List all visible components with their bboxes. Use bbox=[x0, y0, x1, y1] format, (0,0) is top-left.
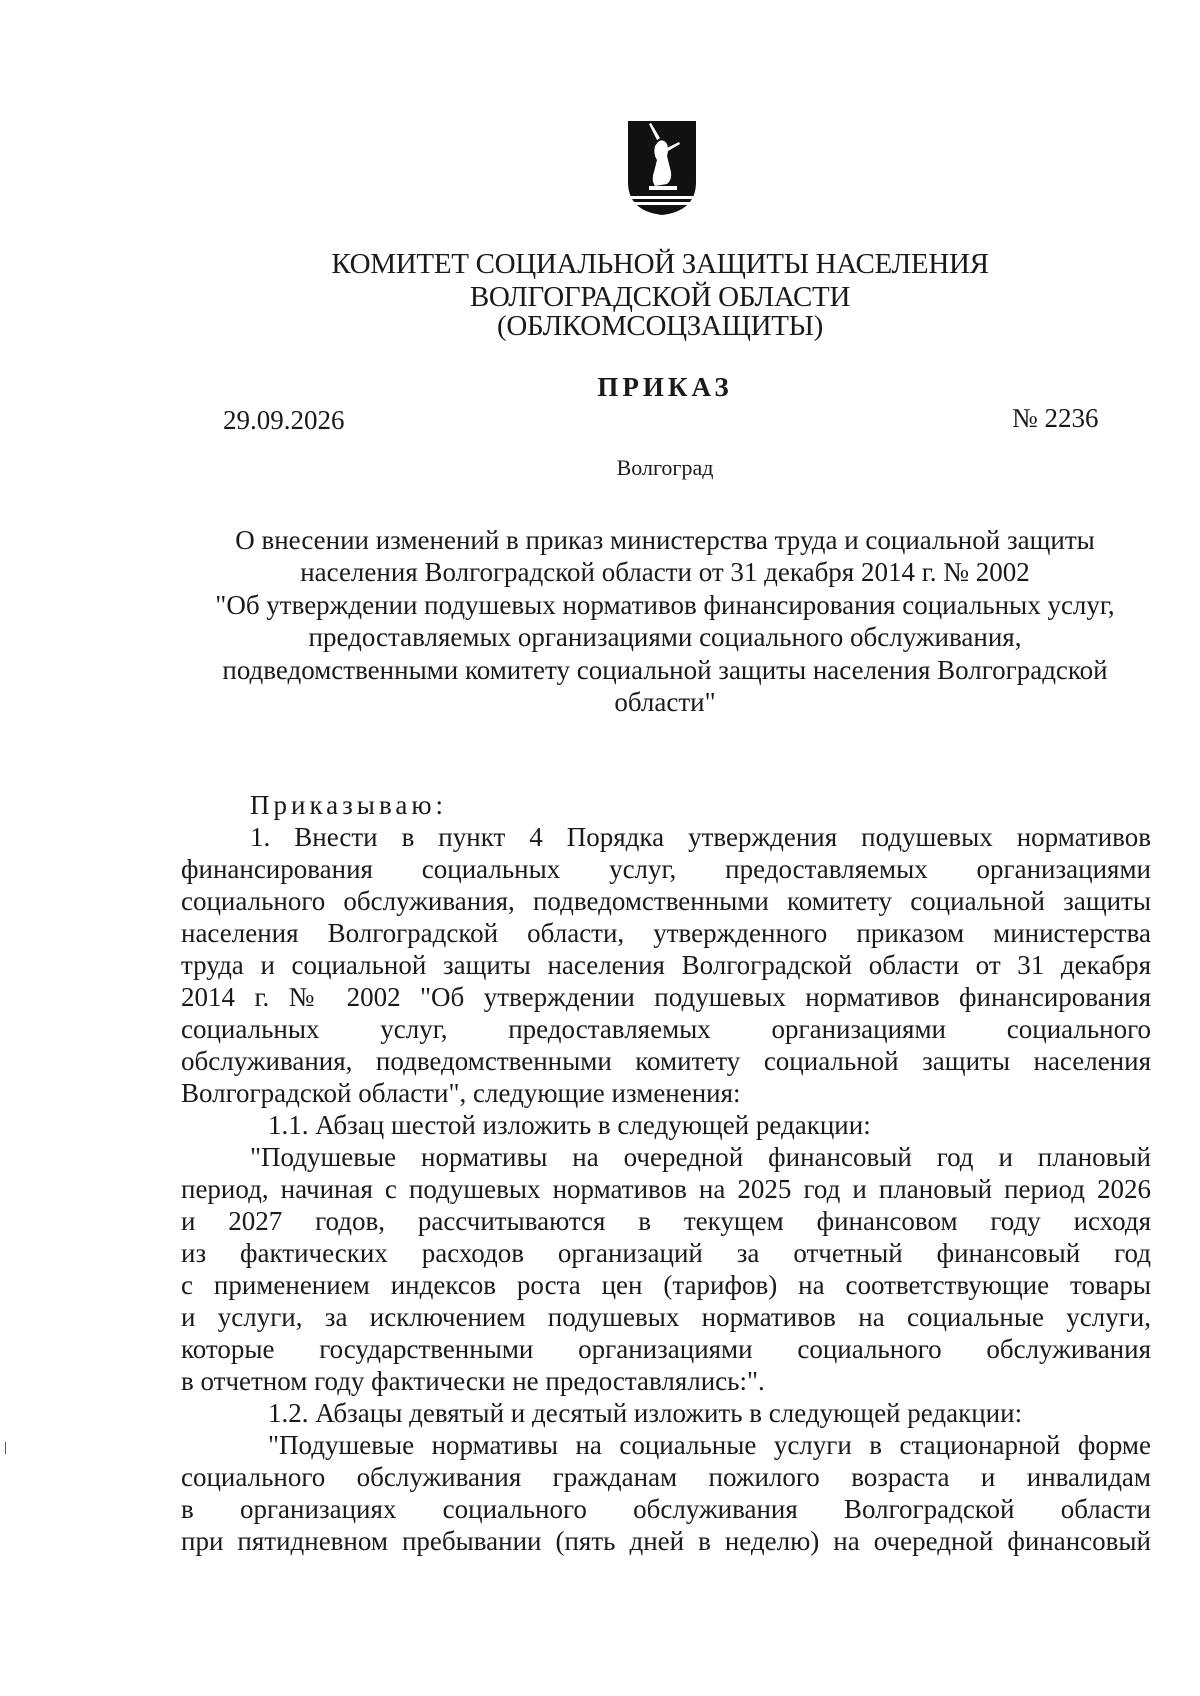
subparagraph-1-1-heading: 1.1. Абзац шестой изложить в следующей редакции: bbox=[268, 1110, 871, 1140]
document-title-line: предоставляемых организациями социального обслуживания, bbox=[308, 622, 1022, 652]
subparagraph-1-1-line: которые государственными организациями социального обслуживания bbox=[181, 1334, 1151, 1364]
subparagraph-1-1-line: в отчетном году фактически не предоставлялись:". bbox=[181, 1366, 765, 1396]
subparagraph-1-2-line: социального обслуживания гражданам пожилого возраста и инвалидам bbox=[181, 1462, 1151, 1492]
document-title-line: населения Волгоградской области от 31 декабря 2014 г. № 2002 bbox=[300, 557, 1030, 587]
subparagraph-1-2-line: при пятидневном пребывании (пять дней в неделю) на очередной финансовый bbox=[181, 1526, 1151, 1556]
subparagraph-1-1-line: и услуги, за исключением подушевых нормативов на социальные услуги, bbox=[181, 1302, 1151, 1332]
paragraph-1-line: социального обслуживания, подведомственными комитету социальной защиты bbox=[181, 886, 1151, 916]
subparagraph-1-1-line: с применением индексов роста цен (тарифов) на соответствующие товары bbox=[181, 1270, 1151, 1300]
subparagraph-1-1-line: период, начиная с подушевых нормативов на 2025 год и плановый период 2026 bbox=[181, 1174, 1151, 1204]
paragraph-1-line: финансирования социальных услуг, предоставляемых организациями bbox=[181, 854, 1151, 884]
paragraph-1-line: социальных услуг, предоставляемых организациями социального bbox=[181, 1014, 1151, 1044]
paragraph-1-line: населения Волгоградской области, утвержденного приказом министерства bbox=[181, 918, 1151, 948]
document-type-heading: ПРИКАЗ bbox=[597, 372, 733, 402]
document-city: Волгоград bbox=[616, 455, 714, 480]
document-title-line: подведомственными комитету социальной защиты населения Волгоградской bbox=[222, 655, 1108, 685]
paragraph-1-line: Волгоградской области", следующие изменения: bbox=[181, 1078, 741, 1108]
subparagraph-1-2-line: "Подушевые нормативы на социальные услуги в стационарной форме bbox=[268, 1430, 1151, 1460]
order-directive: Приказываю: bbox=[250, 790, 447, 820]
subparagraph-1-2-heading: 1.2. Абзацы девятый и десятый изложить в следующей редакции: bbox=[268, 1398, 1023, 1428]
subparagraph-1-1-line: "Подушевые нормативы на очередной финансовый год и плановый bbox=[250, 1142, 1151, 1172]
subparagraph-1-1-line: из фактических расходов организаций за отчетный финансовый год bbox=[181, 1238, 1151, 1268]
paragraph-1-line: труда и социальной защиты населения Волгоградской области от 31 декабря bbox=[181, 950, 1151, 980]
paragraph-1-line: 1. Внести в пункт 4 Порядка утверждения подушевых нормативов bbox=[250, 822, 1151, 852]
subparagraph-1-1-line: и 2027 годов, рассчитываются в текущем финансовом году исходя bbox=[181, 1206, 1151, 1236]
document-title-line: О внесении изменений в приказ министерства труда и социальной защиты bbox=[235, 525, 1095, 555]
document-title-line: области" bbox=[614, 687, 716, 717]
document-title-line: "Об утверждении подушевых нормативов финансирования социальных услуг, bbox=[215, 590, 1115, 620]
organization-name-line-2: ВОЛГОГРАДСКОЙ ОБЛАСТИ bbox=[469, 281, 851, 313]
scan-margin-mark bbox=[5, 1442, 6, 1454]
paragraph-1-line: обслуживания, подведомственными комитету социальной защиты населения bbox=[181, 1046, 1151, 1076]
organization-abbreviation: (ОБЛКОМСОЦЗАЩИТЫ) bbox=[496, 310, 823, 342]
volgograd-coat-of-arms-emblem bbox=[627, 120, 697, 216]
subparagraph-1-2-line: в организациях социального обслуживания Волгоградской области bbox=[181, 1494, 1151, 1524]
paragraph-1-line: 2014 г. № 2002 "Об утверждении подушевых нормативов финансирования bbox=[181, 982, 1151, 1012]
organization-name-line-1: КОМИТЕТ СОЦИАЛЬНОЙ ЗАЩИТЫ НАСЕЛЕНИЯ bbox=[331, 248, 989, 280]
document-number: № 2236 bbox=[1012, 403, 1099, 433]
document-date: 29.09.2026 bbox=[223, 405, 345, 435]
